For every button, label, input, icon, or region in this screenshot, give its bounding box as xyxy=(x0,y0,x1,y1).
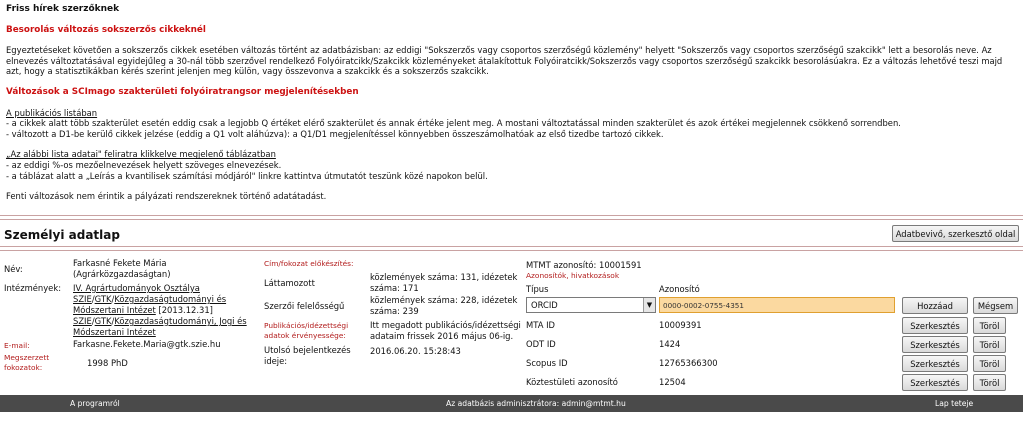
news-title: Friss hírek szerzőknek xyxy=(6,4,120,14)
news-heading-2: Változások a SCImago szakterületi folyóiratrangsor megjelenítésekben xyxy=(6,86,359,97)
responsible-value: közlemények száma: 228, idézetek xyxy=(370,295,518,305)
editor-page-button[interactable]: Adatbevivő, szerkesztő oldal xyxy=(892,225,1019,242)
news-line-4: - a táblázat alatt a „Leírás a kvantilisek számítási módjáról" linkre kattintva útmutatót teszünk közé napokon belül. xyxy=(6,170,488,181)
admin-contact[interactable]: Az adatbázis adminisztrátora: admin@mtmt.hu xyxy=(446,399,626,408)
id-type: ODT ID xyxy=(526,339,556,349)
column-type-header: Típus xyxy=(526,284,549,294)
institutions-label: Intézmények: xyxy=(4,283,62,293)
news-section xyxy=(6,4,1016,202)
delete-button[interactable]: Töröl xyxy=(973,336,1006,353)
add-button[interactable]: Hozzáad xyxy=(902,297,968,314)
id-type-select[interactable] xyxy=(526,297,656,313)
id-type: Köztestületi azonosító xyxy=(526,377,618,387)
title-prep-label: Cím/fokozat előkészítés: xyxy=(264,259,354,268)
divider xyxy=(0,250,1023,251)
name-label: Név: xyxy=(4,264,23,274)
delete-button[interactable]: Töröl xyxy=(973,374,1006,391)
footer xyxy=(0,395,1023,412)
approved-value-2: száma: 171 xyxy=(370,283,419,293)
news-subheading-1: A publikációs listában xyxy=(6,107,98,118)
id-value: 10009391 xyxy=(659,320,702,330)
degree-value: 1998 PhD xyxy=(87,358,128,368)
id-value: 12765366300 xyxy=(659,358,718,368)
news-line-2: - változott a D1-be kerülő cikkek jelzése (eddig a Q1 volt aláhúzva): a Q1/D1 megjelenítéssel könnyebben összeszámolhatóak az első tizedbe tartozó cikkek. xyxy=(6,128,664,139)
name-value: Farkasné Fekete Mária xyxy=(73,258,167,268)
id-value: 1424 xyxy=(659,339,681,349)
email-label: E-mail: xyxy=(4,341,30,350)
divider xyxy=(0,246,1023,247)
id-type: Scopus ID xyxy=(526,358,568,368)
last-login-label: Utolsó bejelentkezés xyxy=(264,345,351,355)
news-paragraph-2: Fenti változások nem érintik a pályázati rendszereknek történő adatátadást. xyxy=(6,191,327,202)
name-field: (Agrárközgazdaságtan) xyxy=(73,269,171,279)
responsible-value-2: száma: 239 xyxy=(370,306,419,316)
page-top-link[interactable]: Lap teteje xyxy=(935,399,974,408)
divider xyxy=(0,215,1023,216)
id-type-value: ORCID xyxy=(531,300,558,310)
news-line-1: - a cikkek alatt több szakterület esetén eddig csak a legjobb Q értéket elérő szakterület és annak értéke jelent meg. A mostani változtatással minden szakterület és azok értékei megjelennek csökkenő sorrendben. xyxy=(6,118,901,129)
id-value: 12504 xyxy=(659,377,686,387)
id-type: MTA ID xyxy=(526,320,556,330)
institution-link-2-cont[interactable]: Módszertani Intézet [2013.12.31] xyxy=(73,305,213,315)
cancel-button[interactable]: Mégsem xyxy=(973,297,1018,314)
last-login-label-2: ideje: xyxy=(264,356,288,366)
validity-label: Publikációs/idézettségi xyxy=(264,321,349,330)
validity-value: Itt megadott publikációs/idézettségi xyxy=(370,320,521,330)
approved-label: Láttamozott xyxy=(264,278,315,288)
orcid-input[interactable] xyxy=(659,297,895,313)
institution-link-1[interactable]: IV. Agrártudományok Osztálya xyxy=(73,283,200,293)
responsible-label: Szerzői felelősségű xyxy=(264,301,345,311)
news-heading-1: Besorolás változás sokszerzős cikkeknél xyxy=(6,24,206,35)
institution-link-2[interactable]: SZIE/GTK/Közgazdaságtudományi és xyxy=(73,294,227,304)
page-title: Személyi adatlap xyxy=(4,228,120,242)
validity-label-2: adatok érvényessége: xyxy=(264,331,346,340)
divider xyxy=(0,219,1023,220)
edit-button[interactable]: Szerkesztés xyxy=(902,317,968,334)
column-id-header: Azonosító xyxy=(659,284,700,294)
validity-value-2: adataim frissek 2016 május 06-ig. xyxy=(370,331,514,341)
degree-label-2: fokozatok: xyxy=(4,363,43,372)
delete-button[interactable]: Töröl xyxy=(973,317,1006,334)
degree-label: Megszerzett xyxy=(4,353,50,362)
institution-link-3-cont[interactable]: Módszertani Intézet xyxy=(73,327,156,337)
last-login-value: 2016.06.20. 15:28:43 xyxy=(370,346,461,356)
edit-button[interactable]: Szerkesztés xyxy=(902,355,968,372)
about-link[interactable]: A programról xyxy=(70,399,120,408)
chevron-down-icon[interactable]: ▼ xyxy=(643,298,655,312)
ids-heading: Azonosítók, hivatkozások xyxy=(526,271,620,280)
news-subheading-2[interactable]: „Az alábbi lista adatai" feliratra klikkelve megjelenő táblázatban xyxy=(6,149,276,160)
email-value: Farkasne.Fekete.Maria@gtk.szie.hu xyxy=(73,339,221,349)
edit-button[interactable]: Szerkesztés xyxy=(902,374,968,391)
news-line-3: - az eddigi %-os mezőelnevezések helyett szöveges elnevezések. xyxy=(6,159,282,170)
approved-value: közlemények száma: 131, idézetek xyxy=(370,272,518,282)
institution-link-3[interactable]: SZIE/GTK/Közgazdaságtudományi, Jogi és xyxy=(73,316,247,326)
delete-button[interactable]: Töröl xyxy=(973,355,1006,372)
edit-button[interactable]: Szerkesztés xyxy=(902,336,968,353)
mtmt-id: MTMT azonosító: 10001591 xyxy=(526,260,642,270)
news-paragraph-1: Egyeztetéseket követően a sokszerzős cikkek esetében változás történt az adatbázisban: az eddigi "Sokszerzős vagy csoportos szerzőségű közlemény" helyett "Sokszerzős vagy csoportos szerzőségű szakcikk" lett a besorolás neve. Az elnevezés változtatásával egyidejűleg a 30-nál több szerzővel rendelkező Folyóiratcikk/Szakcikk közleményeket átalakítottuk Folyóiratcikk/Sokszerzős vagy csoportos szerzőségű szakcikk besorolásúakra. Ez a változás lehetővé teszi majd azt, hogy a statisztikákban kérés szerint jelenjen meg külön, vagy összevonva a szakcikk és a sokszerzős szakcikk. xyxy=(6,45,1003,77)
